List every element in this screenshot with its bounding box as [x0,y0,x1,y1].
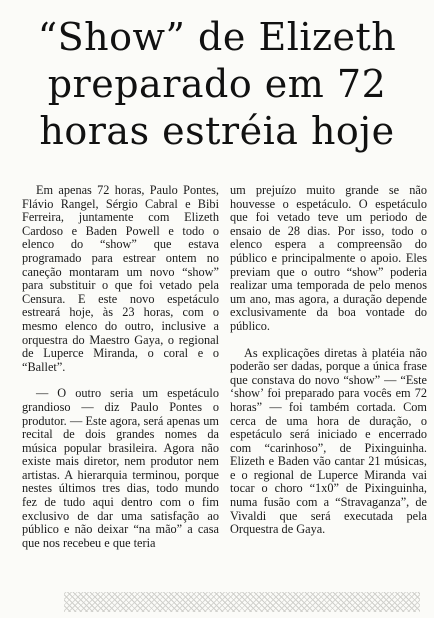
headline-line-1: “Show” de Elizeth [37,15,397,59]
headline-line-2: preparado em 72 [47,62,387,106]
body-paragraph: Em apenas 72 horas, Paulo Pontes, Flávio Rangel, Sérgio Cabral e Bibi Ferreira, juntamente com Elizeth Cardoso e Baden Powell e todo o elenco do “show” que estava programado para estrear ontem no caneção montaram um novo “show” para substituir o que foi vetado pela Censura. E este novo espetáculo estreará hoje, às 23 horas, com o mesmo elenco do outro, inclusive a orquestra do Maestro Gaya, o regional de Luperce Miranda, o coral e o “Ballet”. [22,183,219,374]
body-paragraph: As explicações diretas à platéia não poderão ser dadas, porque a única frase que constava do novo “show” — “Este ‘show’ foi preparado para vocês em 72 horas” — foi também cortada. Com cerca de uma hora de duração, o espetáculo será iniciado e encerrado com “carinhoso”, de Pixinguinha. Elizeth e Baden vão cantar 21 músicas, e o regional de Luperce Miranda vai tocar o choro “1x0” de Pixinguinha, numa fusão com a “Stravaganza”, de Vivaldi que será executada pela Orquestra de Gaya. [230,345,427,537]
body-paragraph-continued: um prejuízo muito grande se não houvesse o espetáculo. O espetáculo que foi vetado teve um periodo de ensaio de 28 dias. Por isso, todo o elenco espera a compreensão do público e principalmente o apoio. Eles previam que o outro “show” poderia realizar uma temporada de pelo menos um ano, mas agora, a duração depende exclusivamente da boa vontade do público. [230,183,427,333]
headline-line-3: horas estréia hoje [39,109,395,153]
left-column [22,184,219,563]
body-paragraph: — O outro seria um espetáculo grandioso — diz Paulo Pontes o produtor. — Este agora, será apenas um recital de dois grandes nomes da música popular brasileira. Agora não existe mais diretor, nem produtor nem artistas. A hierarquia terminou, porque nestes últimos tres dias, todo mundo fez de tudo aqui dentro com o fim exclusivo de dar uma satisfação ao público e não deixar “na mão” a casa que nos recebeu e que teria [22,386,219,550]
right-column [230,184,427,550]
print-hatch-pattern [64,592,420,612]
headline [0,14,434,155]
